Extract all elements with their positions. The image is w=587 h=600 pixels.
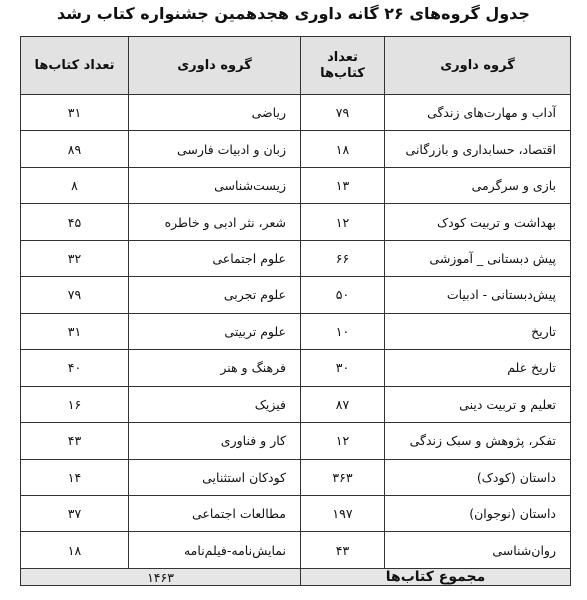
header-group-right: گروه داوری xyxy=(385,37,571,95)
table-title: جدول گروه‌های ۲۶ گانه داوری هجدهمین جشنواره کتاب رشد xyxy=(57,4,530,23)
count-right-cell: ۶۶ xyxy=(301,240,385,276)
total-label: مجموع کتاب‌ها xyxy=(301,569,571,586)
table-row xyxy=(21,350,571,386)
table-row xyxy=(21,240,571,276)
count-left-cell: ۳۲ xyxy=(21,240,129,276)
table-row xyxy=(21,423,571,459)
count-left-cell: ۴۳ xyxy=(21,423,129,459)
group-left-cell: فیزیک xyxy=(129,386,301,422)
count-right-cell: ۱۸ xyxy=(301,131,385,167)
count-right-cell: ۱۲ xyxy=(301,204,385,240)
group-left-cell: مطالعات اجتماعی xyxy=(129,495,301,531)
group-left-cell: علوم اجتماعی xyxy=(129,240,301,276)
count-left-cell: ۸ xyxy=(21,167,129,203)
group-right-cell: پیش دبستانی _ آموزشی xyxy=(385,240,571,276)
count-right-cell: ۳۰ xyxy=(301,350,385,386)
table-body xyxy=(21,95,571,569)
header-group-left: گروه داوری xyxy=(129,37,301,95)
table-row xyxy=(21,277,571,313)
group-right-cell: تفکر، پژوهش و سبک زندگی xyxy=(385,423,571,459)
group-right-cell: پیش‌دبستانی - ادبیات xyxy=(385,277,571,313)
group-left-cell: زبان و ادبیات فارسی xyxy=(129,131,301,167)
count-left-cell: ۳۱ xyxy=(21,313,129,349)
count-left-cell: ۳۷ xyxy=(21,495,129,531)
header-count-left: تعداد کتاب‌ها xyxy=(21,37,129,95)
table-row xyxy=(21,386,571,422)
group-left-cell: نمایش‌نامه-فیلم‌نامه xyxy=(129,532,301,569)
group-right-cell: داستان (کودک) xyxy=(385,459,571,495)
table-row xyxy=(21,459,571,495)
table-row xyxy=(21,532,571,569)
count-left-cell: ۴۰ xyxy=(21,350,129,386)
count-right-cell: ۵۰ xyxy=(301,277,385,313)
judging-groups-table xyxy=(20,36,571,586)
count-left-cell: ۱۶ xyxy=(21,386,129,422)
group-right-cell: تعلیم و تربیت دینی xyxy=(385,386,571,422)
group-left-cell: علوم تجربی xyxy=(129,277,301,313)
header-row xyxy=(21,37,571,95)
total-value: ۱۴۶۳ xyxy=(21,569,301,586)
count-left-cell: ۴۵ xyxy=(21,204,129,240)
group-left-cell: علوم تربیتی xyxy=(129,313,301,349)
count-left-cell: ۷۹ xyxy=(21,277,129,313)
count-right-cell: ۱۲ xyxy=(301,423,385,459)
count-right-cell: ۷۹ xyxy=(301,95,385,131)
group-right-cell: داستان (نوجوان) xyxy=(385,495,571,531)
footer-row xyxy=(21,569,571,586)
group-left-cell: زیست‌شناسی xyxy=(129,167,301,203)
group-right-cell: روان‌شناسی xyxy=(385,532,571,569)
group-right-cell: بهداشت و تربیت کودک xyxy=(385,204,571,240)
group-right-cell: اقتصاد، حسابداری و بازرگانی xyxy=(385,131,571,167)
count-right-cell: ۱۹۷ xyxy=(301,495,385,531)
group-left-cell: ریاضی xyxy=(129,95,301,131)
count-left-cell: ۱۴ xyxy=(21,459,129,495)
group-left-cell: شعر، نثر ادبی و خاطره xyxy=(129,204,301,240)
count-right-cell: ۱۰ xyxy=(301,313,385,349)
table-row xyxy=(21,131,571,167)
table-row xyxy=(21,313,571,349)
table-row xyxy=(21,204,571,240)
count-left-cell: ۸۹ xyxy=(21,131,129,167)
table-row xyxy=(21,495,571,531)
count-left-cell: ۱۸ xyxy=(21,532,129,569)
table-row xyxy=(21,167,571,203)
group-right-cell: آداب و مهارت‌های زندگی xyxy=(385,95,571,131)
count-right-cell: ۴۳ xyxy=(301,532,385,569)
count-right-cell: ۳۶۳ xyxy=(301,459,385,495)
count-left-cell: ۳۱ xyxy=(21,95,129,131)
table-row xyxy=(21,95,571,131)
group-right-cell: تاریخ علم xyxy=(385,350,571,386)
count-right-cell: ۸۷ xyxy=(301,386,385,422)
group-left-cell: کار و فناوری xyxy=(129,423,301,459)
group-right-cell: بازی و سرگرمی xyxy=(385,167,571,203)
group-left-cell: فرهنگ و هنر xyxy=(129,350,301,386)
group-right-cell: تاریخ xyxy=(385,313,571,349)
header-count-right: تعداد کتاب‌ها xyxy=(301,37,385,95)
count-right-cell: ۱۳ xyxy=(301,167,385,203)
group-left-cell: کودکان استثنایی xyxy=(129,459,301,495)
